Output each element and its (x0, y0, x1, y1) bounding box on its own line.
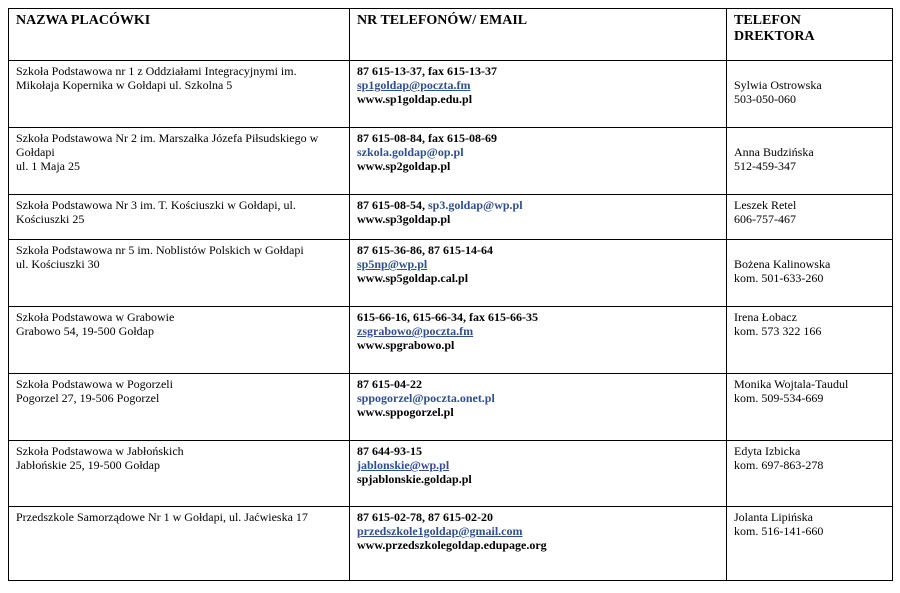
table-row (9, 307, 893, 374)
website-text: spjablonskie.goldap.pl (357, 472, 472, 486)
table-row (9, 128, 893, 195)
table-row (9, 507, 893, 581)
table-row (9, 374, 893, 441)
email-link[interactable]: szkola.goldap@op.pl (357, 145, 464, 159)
email-link[interactable]: sppogorzel@poczta.onet.pl (357, 391, 495, 405)
website-text: www.sppogorzel.pl (357, 405, 454, 419)
contact-cell (350, 441, 727, 507)
website-text: www.sp5goldap.cal.pl (357, 271, 469, 285)
director-cell: Jolanta Lipińska kom. 516-141-660 (727, 507, 893, 581)
contact-cell (350, 374, 727, 441)
table-row (9, 441, 893, 507)
contact-cell (350, 195, 727, 240)
phone-text: 87 615-02-78, 87 615-02-20 (357, 510, 493, 524)
phone-text: 87 644-93-15 (357, 444, 422, 458)
director-cell: Sylwia Ostrowska 503-050-060 (727, 61, 893, 128)
header-name: NAZWA PLACÓWKI (9, 9, 350, 61)
contacts-table (8, 8, 893, 581)
header-director: TELEFON DREKTORA (727, 9, 893, 61)
phone-text: 615-66-16, 615-66-34, fax 615-66-35 (357, 310, 538, 324)
contact-cell (350, 128, 727, 195)
director-cell: Irena Łobacz kom. 573 322 166 (727, 307, 893, 374)
director-cell: Edyta Izbicka kom. 697-863-278 (727, 441, 893, 507)
website-text: www.spgrabowo.pl (357, 338, 455, 352)
contact-cell (350, 61, 727, 128)
school-name-cell: Szkoła Podstawowa w Grabowie Grabowo 54, 19-500 Gołdap (9, 307, 350, 374)
director-cell: Anna Budzińska 512-459-347 (727, 128, 893, 195)
website-text: www.sp3goldap.pl (357, 212, 451, 226)
table-row (9, 195, 893, 240)
contact-cell (350, 307, 727, 374)
website-text: www.sp1goldap.edu.pl (357, 92, 473, 106)
phone-text: 87 615-36-86, 87 615-14-64 (357, 243, 493, 257)
director-cell: Bożena Kalinowska kom. 501-633-260 (727, 240, 893, 307)
phone-text: 87 615-08-84, fax 615-08-69 (357, 131, 497, 145)
email-link[interactable]: sp3.goldap@wp.pl (428, 198, 523, 212)
website-text: www.przedszkolegoldap.edupage.org (357, 538, 547, 552)
school-name-cell: Przedszkole Samorządowe Nr 1 w Gołdapi, ul. Jaćwieska 17 (9, 507, 350, 581)
email-link[interactable]: sp1goldap@poczta.fm (357, 78, 471, 92)
email-link[interactable]: jablonskie@wp.pl (357, 458, 450, 472)
school-name-cell: Szkoła Podstawowa w Jabłońskich Jabłońskie 25, 19-500 Gołdap (9, 441, 350, 507)
contact-cell (350, 507, 727, 581)
email-link[interactable]: przedszkole1goldap@gmail.com (357, 524, 523, 538)
website-text: www.sp2goldap.pl (357, 159, 451, 173)
phone-text: 87 615-04-22 (357, 377, 422, 391)
school-name-cell: Szkoła Podstawowa w Pogorzeli Pogorzel 27, 19-506 Pogorzel (9, 374, 350, 441)
school-name-cell: Szkoła Podstawowa nr 1 z Oddziałami Integracyjnymi im. Mikołaja Kopernika w Gołdapi ul. Szkolna 5 (9, 61, 350, 128)
table-row (9, 240, 893, 307)
email-link[interactable]: sp5np@wp.pl (357, 257, 428, 271)
table-header-row (9, 9, 893, 61)
header-contact: NR TELEFONÓW/ EMAIL (350, 9, 727, 61)
director-cell: Leszek Retel 606-757-467 (727, 195, 893, 240)
email-link[interactable]: zsgrabowo@poczta.fm (357, 324, 474, 338)
phone-text: 87 615-13-37, fax 615-13-37 (357, 64, 497, 78)
phone-text: 87 615-08-54, (357, 198, 428, 212)
director-cell: Monika Wojtala-Taudul kom. 509-534-669 (727, 374, 893, 441)
contact-cell (350, 240, 727, 307)
table-row (9, 61, 893, 128)
school-name-cell: Szkoła Podstawowa Nr 2 im. Marszałka Józefa Piłsudskiego w Gołdapi ul. 1 Maja 25 (9, 128, 350, 195)
school-name-cell: Szkoła Podstawowa nr 5 im. Noblistów Polskich w Gołdapi ul. Kościuszki 30 (9, 240, 350, 307)
school-name-cell: Szkoła Podstawowa Nr 3 im. T. Kościuszki w Gołdapi, ul. Kościuszki 25 (9, 195, 350, 240)
